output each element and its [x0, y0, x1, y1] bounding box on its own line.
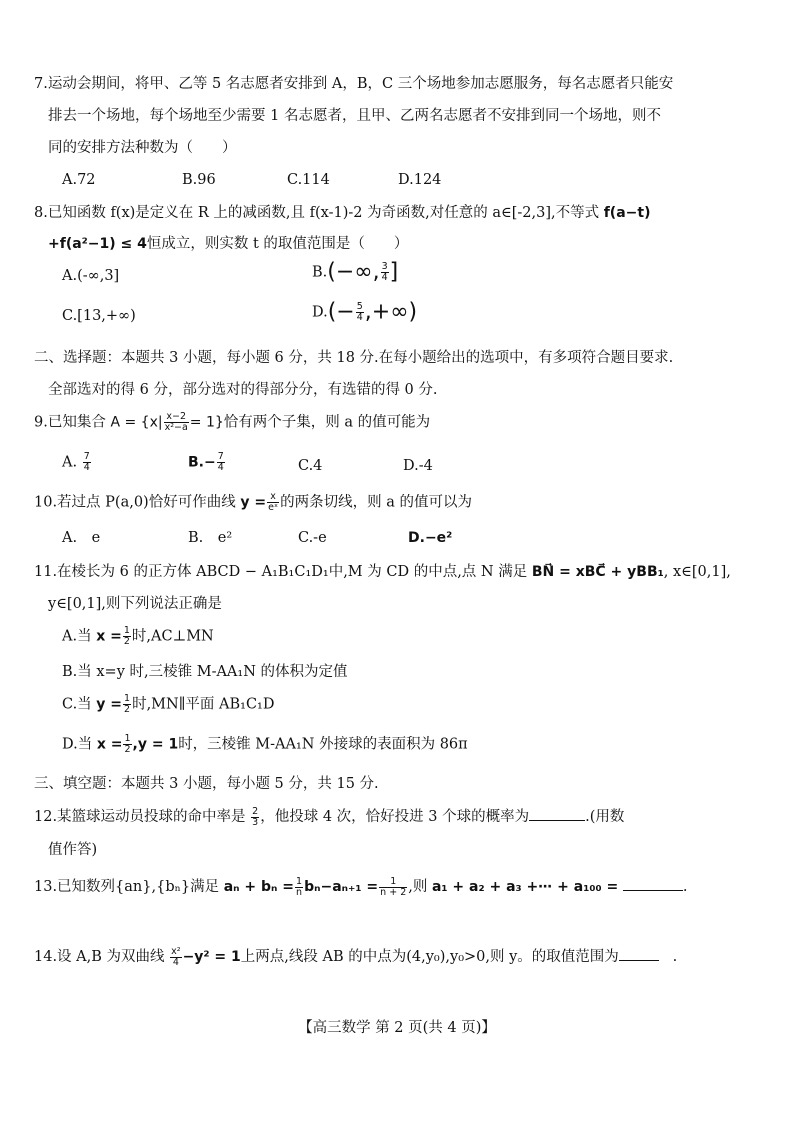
q9-math-a: A = {x|	[110, 414, 163, 431]
q11-option-c-math: y =	[96, 696, 123, 713]
q9-option-d: D.-4	[403, 458, 433, 474]
q9-num: x−2	[164, 412, 189, 423]
q10-frac	[267, 492, 279, 513]
q9-option-a-num: 7	[83, 451, 90, 462]
q10-den: eˣ	[268, 502, 279, 513]
q11-option-a-post: 时,AC⊥MN	[131, 628, 214, 645]
q13-den-2: n + 2	[380, 886, 407, 898]
q11-option-a-pre: A.当	[62, 628, 92, 645]
q10-math: y =	[240, 494, 267, 511]
q11-option-d-math-2: ,y = 1	[132, 736, 179, 753]
q11-option-c-num: 1	[124, 693, 131, 704]
q10-option-a: A. e	[62, 530, 101, 546]
q11-option-c	[62, 694, 275, 715]
q8-option-d-frac	[356, 302, 364, 323]
q13-frac-2	[379, 877, 407, 898]
q10-post: 的两条切线，则 a 的值可以为	[280, 494, 472, 511]
q13-answer-blank[interactable]	[623, 876, 683, 891]
q13-tail: .	[682, 879, 688, 895]
q9-option-a-den: 4	[83, 462, 90, 473]
q8-option-b	[312, 259, 399, 285]
q11-option-d-pre: D.当	[62, 736, 93, 753]
q12-den: 3	[252, 816, 259, 828]
q8-option-b-den: 4	[381, 272, 388, 283]
q13-pre: 13.已知数列{an},{bₙ}满足	[34, 879, 220, 895]
q11-line-1-math: BN⃗ = xBC⃗ + yBB₁	[531, 564, 664, 580]
q11-line-1	[34, 562, 731, 582]
q8-option-b-num: 3	[381, 261, 388, 272]
q8-line-1	[34, 203, 650, 223]
q8-option-b-close: ]	[389, 259, 399, 285]
q8-option-d-den: 4	[356, 312, 363, 323]
q13-mid: ,则	[408, 879, 428, 895]
q11-option-a-num: 1	[123, 625, 130, 636]
q9-stem	[34, 412, 430, 433]
q9-option-a	[62, 452, 92, 473]
q13-math-1: aₙ + bₙ =	[223, 879, 295, 895]
q11-option-d-math: x =	[96, 736, 123, 753]
q11-option-a-frac	[123, 626, 131, 647]
q11-option-a-den: 2	[123, 636, 130, 647]
q9-option-b-label: B.−	[188, 454, 216, 471]
q8-line-2-math: +f(a²−1) ≤ 4	[48, 236, 147, 252]
q8-option-d-num: 5	[356, 301, 363, 312]
q8-option-d-open: (−	[327, 299, 355, 325]
q7-line-2: 排去一个场地，每个场地至少需要 1 名志愿者，且甲、乙两名志愿者不安排到同一个场地，则不	[48, 108, 661, 124]
q8-option-d	[312, 299, 418, 325]
q14-pre: 14.设 A,B 为双曲线	[34, 949, 165, 965]
q11-option-b: B.当 x=y 时,三棱锥 M-AA₁N 的体积为定值	[62, 664, 348, 680]
q14-tail: .	[672, 949, 678, 965]
q7-line-3: 同的安排方法种数为（ ）	[48, 140, 237, 156]
q10-option-c: C.-e	[298, 530, 327, 546]
q9-frac	[164, 412, 189, 433]
q11-option-c-pre: C.当	[62, 696, 92, 713]
q12-num: 2	[252, 805, 259, 817]
q9-option-b-num: 7	[217, 451, 224, 462]
q9-math-b: = 1}	[189, 414, 224, 431]
q10-pre: 10.若过点 P(a,0)恰好可作曲线	[34, 494, 236, 511]
q9-pre: 9.已知集合	[34, 414, 106, 431]
q12-line-1	[34, 806, 624, 828]
q11-option-a	[62, 626, 214, 647]
q12-post: ，他投球 4 次，恰好投进 3 个球的概率为	[260, 809, 530, 825]
q8-line-1-math: f(a−t)	[603, 205, 651, 221]
q12-frac	[251, 807, 259, 828]
q13-frac-1	[295, 877, 303, 898]
q8-option-b-frac	[381, 262, 389, 283]
page-footer: 【高三数学 第 2 页(共 4 页)】	[298, 1020, 496, 1036]
q12-answer-blank[interactable]	[529, 806, 585, 821]
q11-line-1-post: , x∈[0,1],	[663, 564, 731, 580]
q14-answer-blank[interactable]	[619, 946, 659, 961]
q13-math-2: bₙ−aₙ₊₁ =	[304, 879, 379, 895]
q14-num: x²	[171, 945, 181, 957]
q7-line-1: 7.运动会期间，将甲、乙等 5 名志愿者安排到 A，B，C 三个场地参加志愿服务，每名志愿者只能安	[34, 76, 674, 92]
q11-option-d-post: 时，三棱锥 M-AA₁N 外接球的表面积为 86π	[178, 736, 468, 753]
q14-math: −y² = 1	[182, 949, 241, 965]
q8-line-2-text: 恒成立，则实数 t 的取值范围是（ ）	[146, 236, 409, 252]
q7-option-b: B.96	[182, 172, 216, 188]
q9-post: 恰有两个子集，则 a 的值可能为	[223, 414, 431, 431]
q8-option-d-close: ,+∞)	[364, 299, 418, 325]
q12-line-2: 值作答)	[48, 842, 98, 858]
q7-option-a: A.72	[62, 172, 96, 188]
q8-option-a: A.(-∞,3]	[62, 268, 120, 284]
q13-num-2: 1	[379, 877, 407, 888]
q10-num: x	[267, 492, 279, 503]
q11-option-d	[62, 734, 468, 755]
q12-pre: 12.某篮球运动员投球的命中率是	[34, 809, 246, 825]
q8-option-d-label: D.	[312, 304, 328, 321]
q10-stem	[34, 492, 472, 513]
q10-option-d: D.−e²	[408, 530, 453, 546]
q11-line-1-text: 11.在棱长为 6 的正方体 ABCD − A₁B₁C₁D₁中,M 为 CD 的中点,点 N 满足	[34, 564, 528, 580]
q11-option-c-frac	[123, 694, 131, 715]
q8-line-2	[48, 234, 408, 254]
q13-stem	[34, 876, 687, 898]
q7-option-d: D.124	[398, 172, 442, 188]
q11-option-a-math: x =	[96, 628, 122, 645]
q11-option-d-frac	[123, 734, 131, 755]
q14-post: 上两点,线段 AB 的中点为(4,y₀),y₀>0,则 y。的取值范围为	[240, 949, 619, 965]
q8-line-1-text: 8.已知函数 f(x)是定义在 R 上的减函数,且 f(x-1)-2 为奇函数,对任意的 a∈[-2,3],不等式	[34, 205, 600, 221]
q7-option-c: C.114	[287, 172, 330, 188]
section-2-note: 全部选对的得 6 分，部分选对的得部分分，有选错的得 0 分.	[48, 382, 438, 398]
q11-option-c-post: 时,MN∥平面 AB₁C₁D	[132, 696, 275, 713]
q11-line-2: y∈[0,1],则下列说法正确是	[48, 596, 222, 612]
q13-math-3: a₁ + a₂ + a₃ +⋯ + a₁₀₀ =	[431, 879, 619, 895]
q11-option-d-den: 2	[124, 744, 131, 755]
q14-stem	[34, 946, 677, 968]
q8-option-b-label: B.	[312, 264, 328, 281]
section-3-heading: 三、填空题：本题共 3 小题，每小题 5 分，共 15 分.	[34, 776, 379, 792]
q9-option-b	[188, 452, 226, 473]
q8-option-b-math: (−∞,	[327, 259, 380, 285]
q11-option-c-den: 2	[124, 704, 131, 715]
q11-option-d-num: 1	[124, 733, 131, 744]
q9-option-c: C.4	[298, 458, 323, 474]
q14-den: 4	[172, 956, 179, 968]
q13-den-1: n	[296, 886, 303, 898]
q9-option-a-label: A.	[62, 454, 78, 471]
q8-option-c: C.[13,+∞)	[62, 308, 136, 324]
q9-option-b-frac	[217, 452, 225, 473]
q12-tail: .(用数	[585, 809, 625, 825]
q10-option-b: B. e²	[188, 530, 233, 546]
q13-num-1: 1	[296, 875, 303, 887]
q9-option-b-den: 4	[217, 462, 224, 473]
q14-frac	[170, 947, 181, 968]
q9-den: x²−a	[164, 422, 188, 433]
q9-option-a-frac	[83, 452, 91, 473]
section-2-heading: 二、选择题：本题共 3 小题，每小题 6 分，共 18 分.在每小题给出的选项中，有多项符合题目要求.	[34, 350, 674, 366]
